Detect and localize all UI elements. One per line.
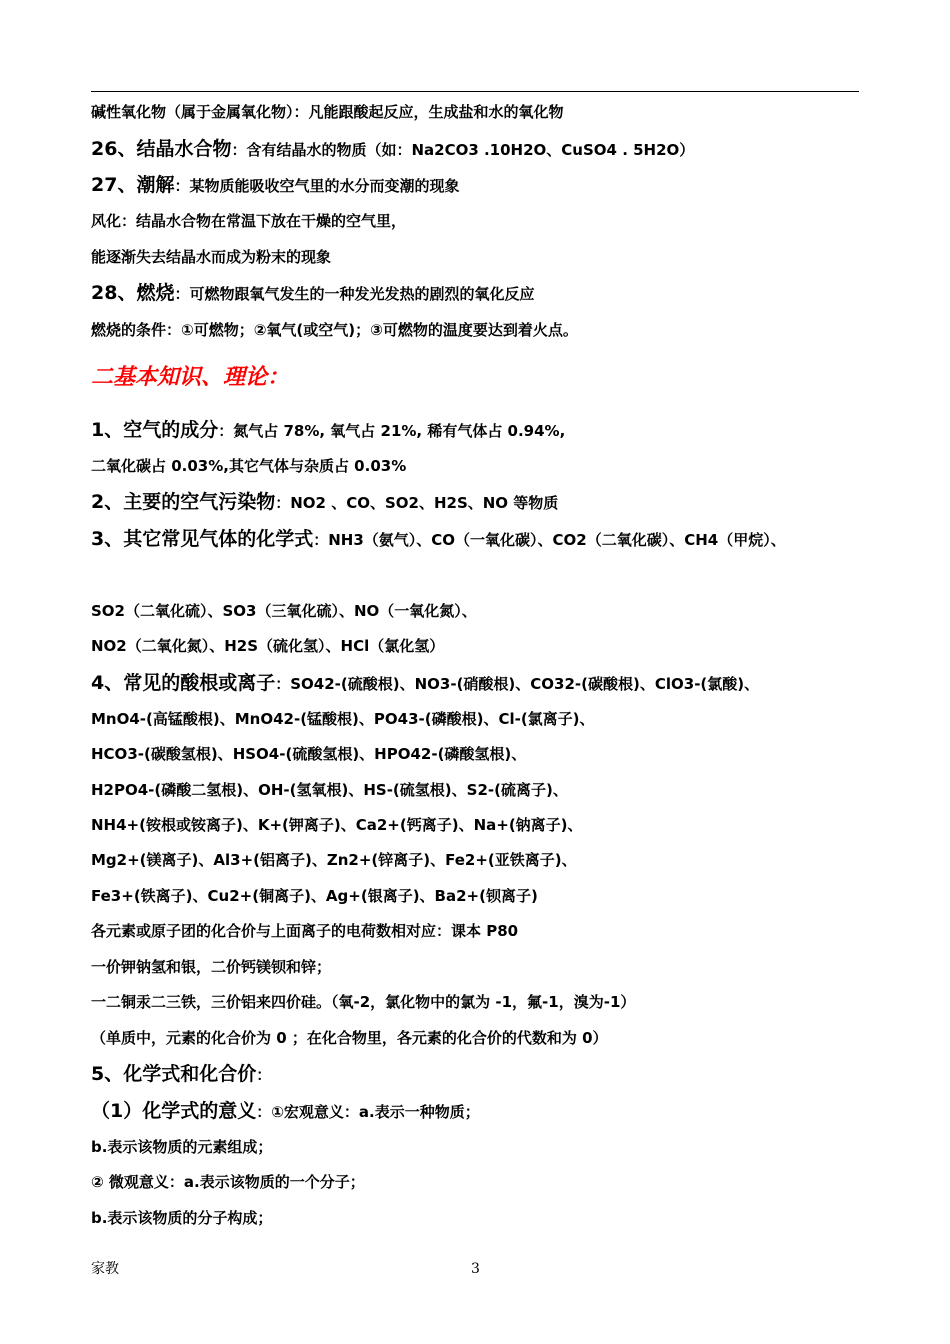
text-line <box>91 420 565 441</box>
line-heading: 2、主要的空气污染物 <box>91 491 276 513</box>
line-text: 一二铜汞二三铁，三价铝来四价硅。（氧-2，氯化物中的氯为 -1，氟-1，溴为-1） <box>91 993 636 1011</box>
text-line <box>91 102 564 122</box>
line-text: 能逐渐失去结晶水而成为粉末的现象 <box>91 248 332 266</box>
text-line <box>91 211 406 231</box>
line-text: b.表示该物质的分子构成； <box>91 1209 273 1227</box>
line-heading: 3、其它常见气体的化学式 <box>91 528 314 550</box>
text-line <box>91 921 518 941</box>
text-line <box>91 320 578 340</box>
text-line <box>91 780 568 800</box>
line-heading: 5、化学式和化合价 <box>91 1063 257 1085</box>
text-line <box>91 1028 608 1048</box>
line-text: NO2（二氧化氮）、H2S（硫化氢）、HCl（氯化氢） <box>91 637 445 655</box>
text-line <box>91 139 694 160</box>
text-line <box>91 175 459 196</box>
footer-label: 家教 <box>91 1261 119 1277</box>
line-text: ：NH3（氨气）、CO（一氧化碳）、CO2（二氧化碳）、CH4（甲烷）、 <box>313 531 786 549</box>
line-text: 风化：结晶水合物在常温下放在干燥的空气里， <box>91 212 407 230</box>
text-line <box>91 601 477 621</box>
line-text: 一价钾钠氢和银，二价钙镁钡和锌； <box>91 958 332 976</box>
line-text: ：某物质能吸收空气里的水分而变潮的现象 <box>174 177 460 195</box>
text-line <box>91 1208 272 1228</box>
line-text: ： <box>256 1066 272 1084</box>
line-heading: 28、燃烧 <box>91 282 175 304</box>
line-text: Mg2+(镁离子)、Al3+(铝离子)、Zn2+(锌离子)、Fe2+(亚铁离子)、 <box>91 851 577 869</box>
text-line <box>91 815 583 835</box>
text-line <box>91 886 538 906</box>
line-text: MnO4-(高锰酸根)、MnO42-(锰酸根)、PO43-(磷酸根)、Cl-(氯离子)、 <box>91 710 595 728</box>
line-text: ：NO2 、CO、SO2、H2S、NO 等物质 <box>275 494 559 512</box>
text-line <box>91 1137 272 1157</box>
line-heading: 26、结晶水合物 <box>91 138 232 160</box>
line-text: （单质中，元素的化合价为 0 ；在化合物里，各元素的化合价的代数和为 0） <box>91 1029 608 1047</box>
text-line <box>91 992 635 1012</box>
text-line <box>91 283 534 304</box>
line-text: ② 微观意义：a.表示该物质的一个分子； <box>91 1173 365 1191</box>
line-text: ：①宏观意义：a.表示一种物质； <box>256 1103 480 1121</box>
line-text: 燃烧的条件：①可燃物；②氧气(或空气)；③可燃物的温度要达到着火点。 <box>91 321 578 339</box>
text-line <box>91 247 331 267</box>
text-line <box>91 673 759 694</box>
text-line <box>91 529 786 550</box>
text-line <box>91 492 558 513</box>
line-text: b.表示该物质的元素组成； <box>91 1138 273 1156</box>
line-heading: 27、潮解 <box>91 174 175 196</box>
text-line <box>91 1101 480 1122</box>
header-rule <box>91 91 859 92</box>
line-text: 二氧化碳占 0.03%,其它气体与杂质占 0.03% <box>91 457 407 475</box>
page-number: 3 <box>471 1261 480 1277</box>
line-text: Fe3+(铁离子)、Cu2+(铜离子)、Ag+(银离子)、Ba2+(钡离子) <box>91 887 538 905</box>
line-text: ：含有结晶水的物质（如：Na2CO3 .10H2O、CuSO4 . 5H2O） <box>231 141 695 159</box>
text-line <box>91 744 526 764</box>
text-line <box>91 456 406 476</box>
line-text: 各元素或原子团的化合价与上面离子的电荷数相对应：课本 P80 <box>91 922 519 940</box>
text-line <box>91 850 577 870</box>
text-line <box>91 709 595 729</box>
line-text: ：可燃物跟氧气发生的一种发光发热的剧烈的氧化反应 <box>174 285 535 303</box>
text-line <box>91 1172 365 1192</box>
line-heading: （1）化学式的意义 <box>91 1100 257 1122</box>
section-title: 二基本知识、理论： <box>91 365 290 390</box>
line-text: SO2（二氧化硫）、SO3（三氧化硫）、NO（一氧化氮）、 <box>91 602 477 620</box>
text-line <box>91 957 331 977</box>
line-text: HCO3-(碳酸氢根)、HSO4-(硫酸氢根)、HPO42-(磷酸氢根)、 <box>91 745 527 763</box>
line-text: 碱性氧化物（属于金属氧化物）：凡能跟酸起反应，生成盐和水的氧化物 <box>91 103 564 121</box>
line-heading: 1、空气的成分 <box>91 419 219 441</box>
line-text: H2PO4-(磷酸二氢根)、OH-(氢氧根)、HS-(硫氢根)、S2-(硫离子)、 <box>91 781 568 799</box>
line-text: NH4+(铵根或铵离子)、K+(钾离子)、Ca2+(钙离子)、Na+(钠离子)、 <box>91 816 583 834</box>
line-text: ：SO42-(硫酸根)、NO3-(硝酸根)、CO32-(碳酸根)、ClO3-(氯酸)、 <box>275 675 760 693</box>
line-heading: 4、常见的酸根或离子 <box>91 672 276 694</box>
text-line <box>91 1064 271 1085</box>
text-line <box>91 636 444 656</box>
line-text: ：氮气占 78%, 氧气占 21%, 稀有气体占 0.94%, <box>218 422 566 440</box>
